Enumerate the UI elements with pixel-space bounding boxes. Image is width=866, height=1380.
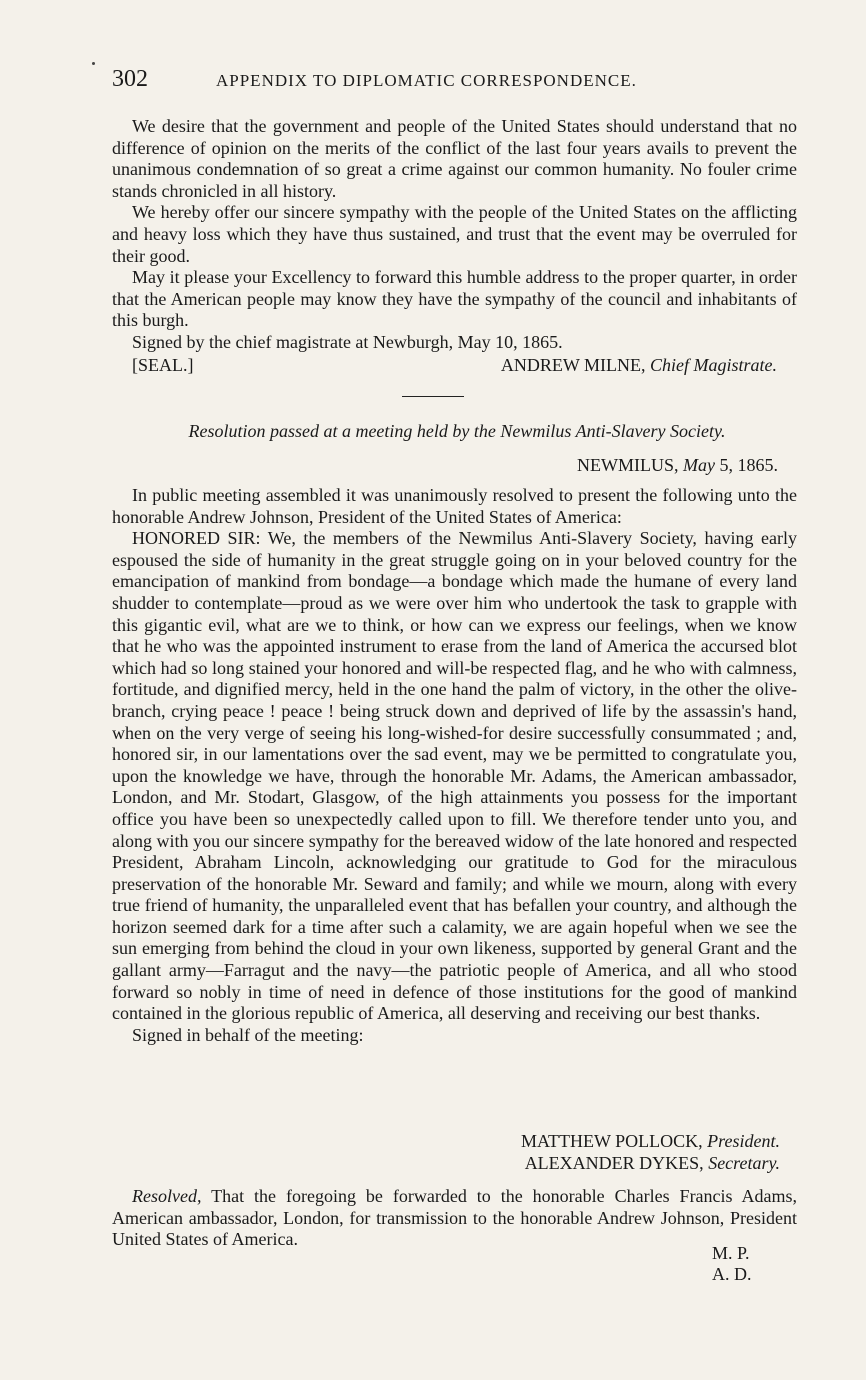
seal-mark: [SEAL.]	[132, 354, 194, 375]
section-divider	[402, 396, 464, 397]
paragraph	[112, 1186, 797, 1251]
paragraph: Signed in behalf of the meeting:	[132, 1024, 364, 1045]
paragraph	[112, 528, 797, 1025]
initials: A. D.	[712, 1264, 752, 1284]
paragraph: Signed by the chief magistrate at Newburgh, May 10, 1865.	[132, 331, 563, 352]
dateline	[577, 455, 778, 476]
signer-line	[521, 1152, 780, 1174]
closing-initials	[712, 1243, 752, 1285]
newmilus-resolution	[112, 485, 797, 1046]
signer-title: Secretary.	[708, 1153, 780, 1173]
running-head: APPENDIX TO DIPLOMATIC CORRESPONDENCE.	[216, 71, 637, 90]
page-number: 302	[112, 66, 148, 92]
paragraph: In public meeting assembled it was unanimously resolved to present the following unto the honorable Andrew Johnson, President of the United States of America:	[112, 485, 797, 527]
resolved-text: That the foregoing be forwarded to the honorable Charles Francis Adams, American ambassador, London, for transmission to the honorable Andrew Johnson, President United States of America.	[112, 1186, 797, 1250]
signer-title: Chief Magistrate.	[650, 354, 777, 375]
paragraph: We desire that the government and people of the United States should understand that no difference of opinion on the merits of the conflict of the last four years avails to prevent the unanimous condemnation of so great a crime against our common humanity. No fouler crime stands chronicled in all history.	[112, 116, 797, 201]
section-heading: Resolution passed at a meeting held by the Newmilus Anti-Slavery Society.	[188, 421, 726, 441]
signature	[501, 354, 777, 376]
resolved-word: Resolved,	[132, 1186, 202, 1206]
page-header	[112, 64, 806, 100]
print-speck	[92, 62, 95, 65]
initials: M. P.	[712, 1243, 750, 1263]
dateline-day: 5, 1865.	[719, 455, 778, 475]
dateline-month: May	[683, 455, 715, 475]
address-body: We, the members of the Newmilus Anti-Slavery Society, having early espoused the side of humanity in the great struggle going on in your beloved country for the emancipation of mankind from bondage—a bondage which made the humane of every land shudder to contemplate—proud as we were over him who undertook the task to grapple with this gigantic evil, what are we to think, or how can we express our feelings, when we know that he who was the appointed instrument to erase from the land of America the accursed blot which had so long stained your honored and will-be respected flag, and he who with calmness, fortitude, and dignified mercy, held in the one hand the palm of victory, in the other the olive-branch, crying peace ! peace ! being struck down and deprived of life by the assassin's hand, when on the very verge of seeing his long-wished-for desire successfully consummated ; and, honored sir, in our lamentations over the sad event, may we be permitted to congratulate you, upon the knowledge we have, through the honorable Mr. Adams, the American ambassador, London, and Mr. Stodart, Glasgow, of the high attainments you possess for the important office you have been so unexpectedly called upon to fill. We therefore tender unto you, and along with you our sincere sympathy for the bereaved widow of the late honored and respected President, Abraham Lincoln, acknowledging our gratitude to God for the miraculous preservation of the honorable Mr. Seward and family; and while we mourn, along with every true friend of humanity, the unparalleled event that has befallen your country, and although the horizon seemed dark for a time after such a calamity, we are again hopeful when we see the sun emerging from behind the cloud in your own likeness, supported by general Grant and the gallant army—Farragut and the navy—the patriotic people of America, and all who stood forward so nobly in time of need in defence of those institutions for the good of mankind contained in the glorious republic of America, all deserving and receiving our best thanks.	[112, 528, 797, 1024]
signer-title: President.	[707, 1131, 780, 1151]
meeting-signers	[521, 1130, 780, 1174]
paragraph: May it please your Excellency to forward this humble address to the proper quarter, in order that the American people may know they have the sympathy of the council and inhabitants of this burgh.	[112, 267, 797, 331]
dateline-place: NEWMILUS,	[577, 455, 679, 475]
signer-line	[521, 1130, 780, 1152]
newburgh-address	[112, 116, 797, 376]
paragraph: We hereby offer our sincere sympathy with the people of the United States on the afflicting and heavy loss which they have thus sustained, and trust that the event may be overruled for their good.	[112, 202, 797, 266]
signer-name: ALEXANDER DYKES,	[524, 1153, 704, 1173]
resolved-clause	[112, 1186, 797, 1251]
signer-name: ANDREW MILNE,	[500, 354, 646, 375]
salutation: HONORED SIR:	[132, 528, 261, 549]
signer-name: MATTHEW POLLOCK,	[521, 1131, 703, 1151]
signature-line	[112, 354, 797, 376]
